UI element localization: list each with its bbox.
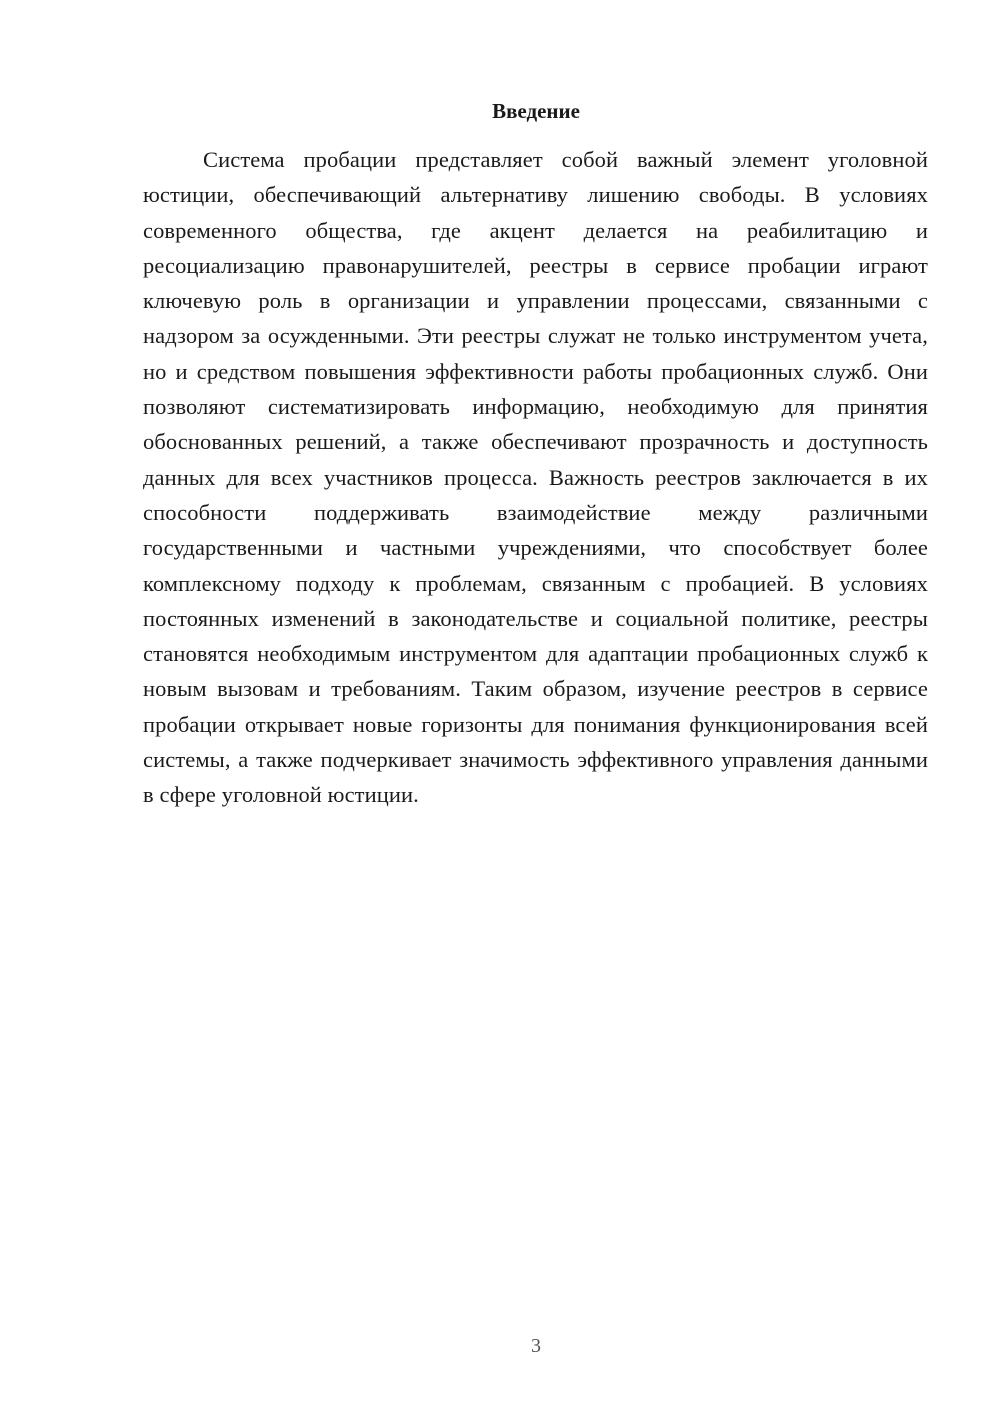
page-number: 3	[531, 1335, 541, 1357]
section-heading: Введение	[492, 99, 580, 123]
body-paragraph: Система пробации представляет собой важный элемент уголовной юстиции, обеспечивающий альтернативу лишению свободы. В условиях современного общества, где акцент делается на реабилитацию и ресоциализацию правонарушителей, реестры в сервисе пробации играют ключевую роль в организации и управлении процессами, связанными с надзором за осужденными. Эти реестры служат не только инструментом учета, но и средством повышения эффективности работы пробационных служб. Они позволяют систематизировать информацию, необходимую для принятия обоснованных решений, а также обеспечивают прозрачность и доступность данных для всех участников процесса. Важность реестров заключается в их способности поддерживать взаимодействие между различными государственными и частными учреждениями, что способствует более комплексному подходу к проблемам, связанным с пробацией. В условиях постоянных изменений в законодательстве и социальной политике, реестры становятся необходимым инструментом для адаптации пробационных служб к новым вызовам и требованиям. Таким образом, изучение реестров в сервисе пробации открывает новые горизонты для понимания функционирования всей системы, а также подчеркивает значимость эффективного управления данными в сфере уголовной юстиции.	[143, 147, 928, 808]
